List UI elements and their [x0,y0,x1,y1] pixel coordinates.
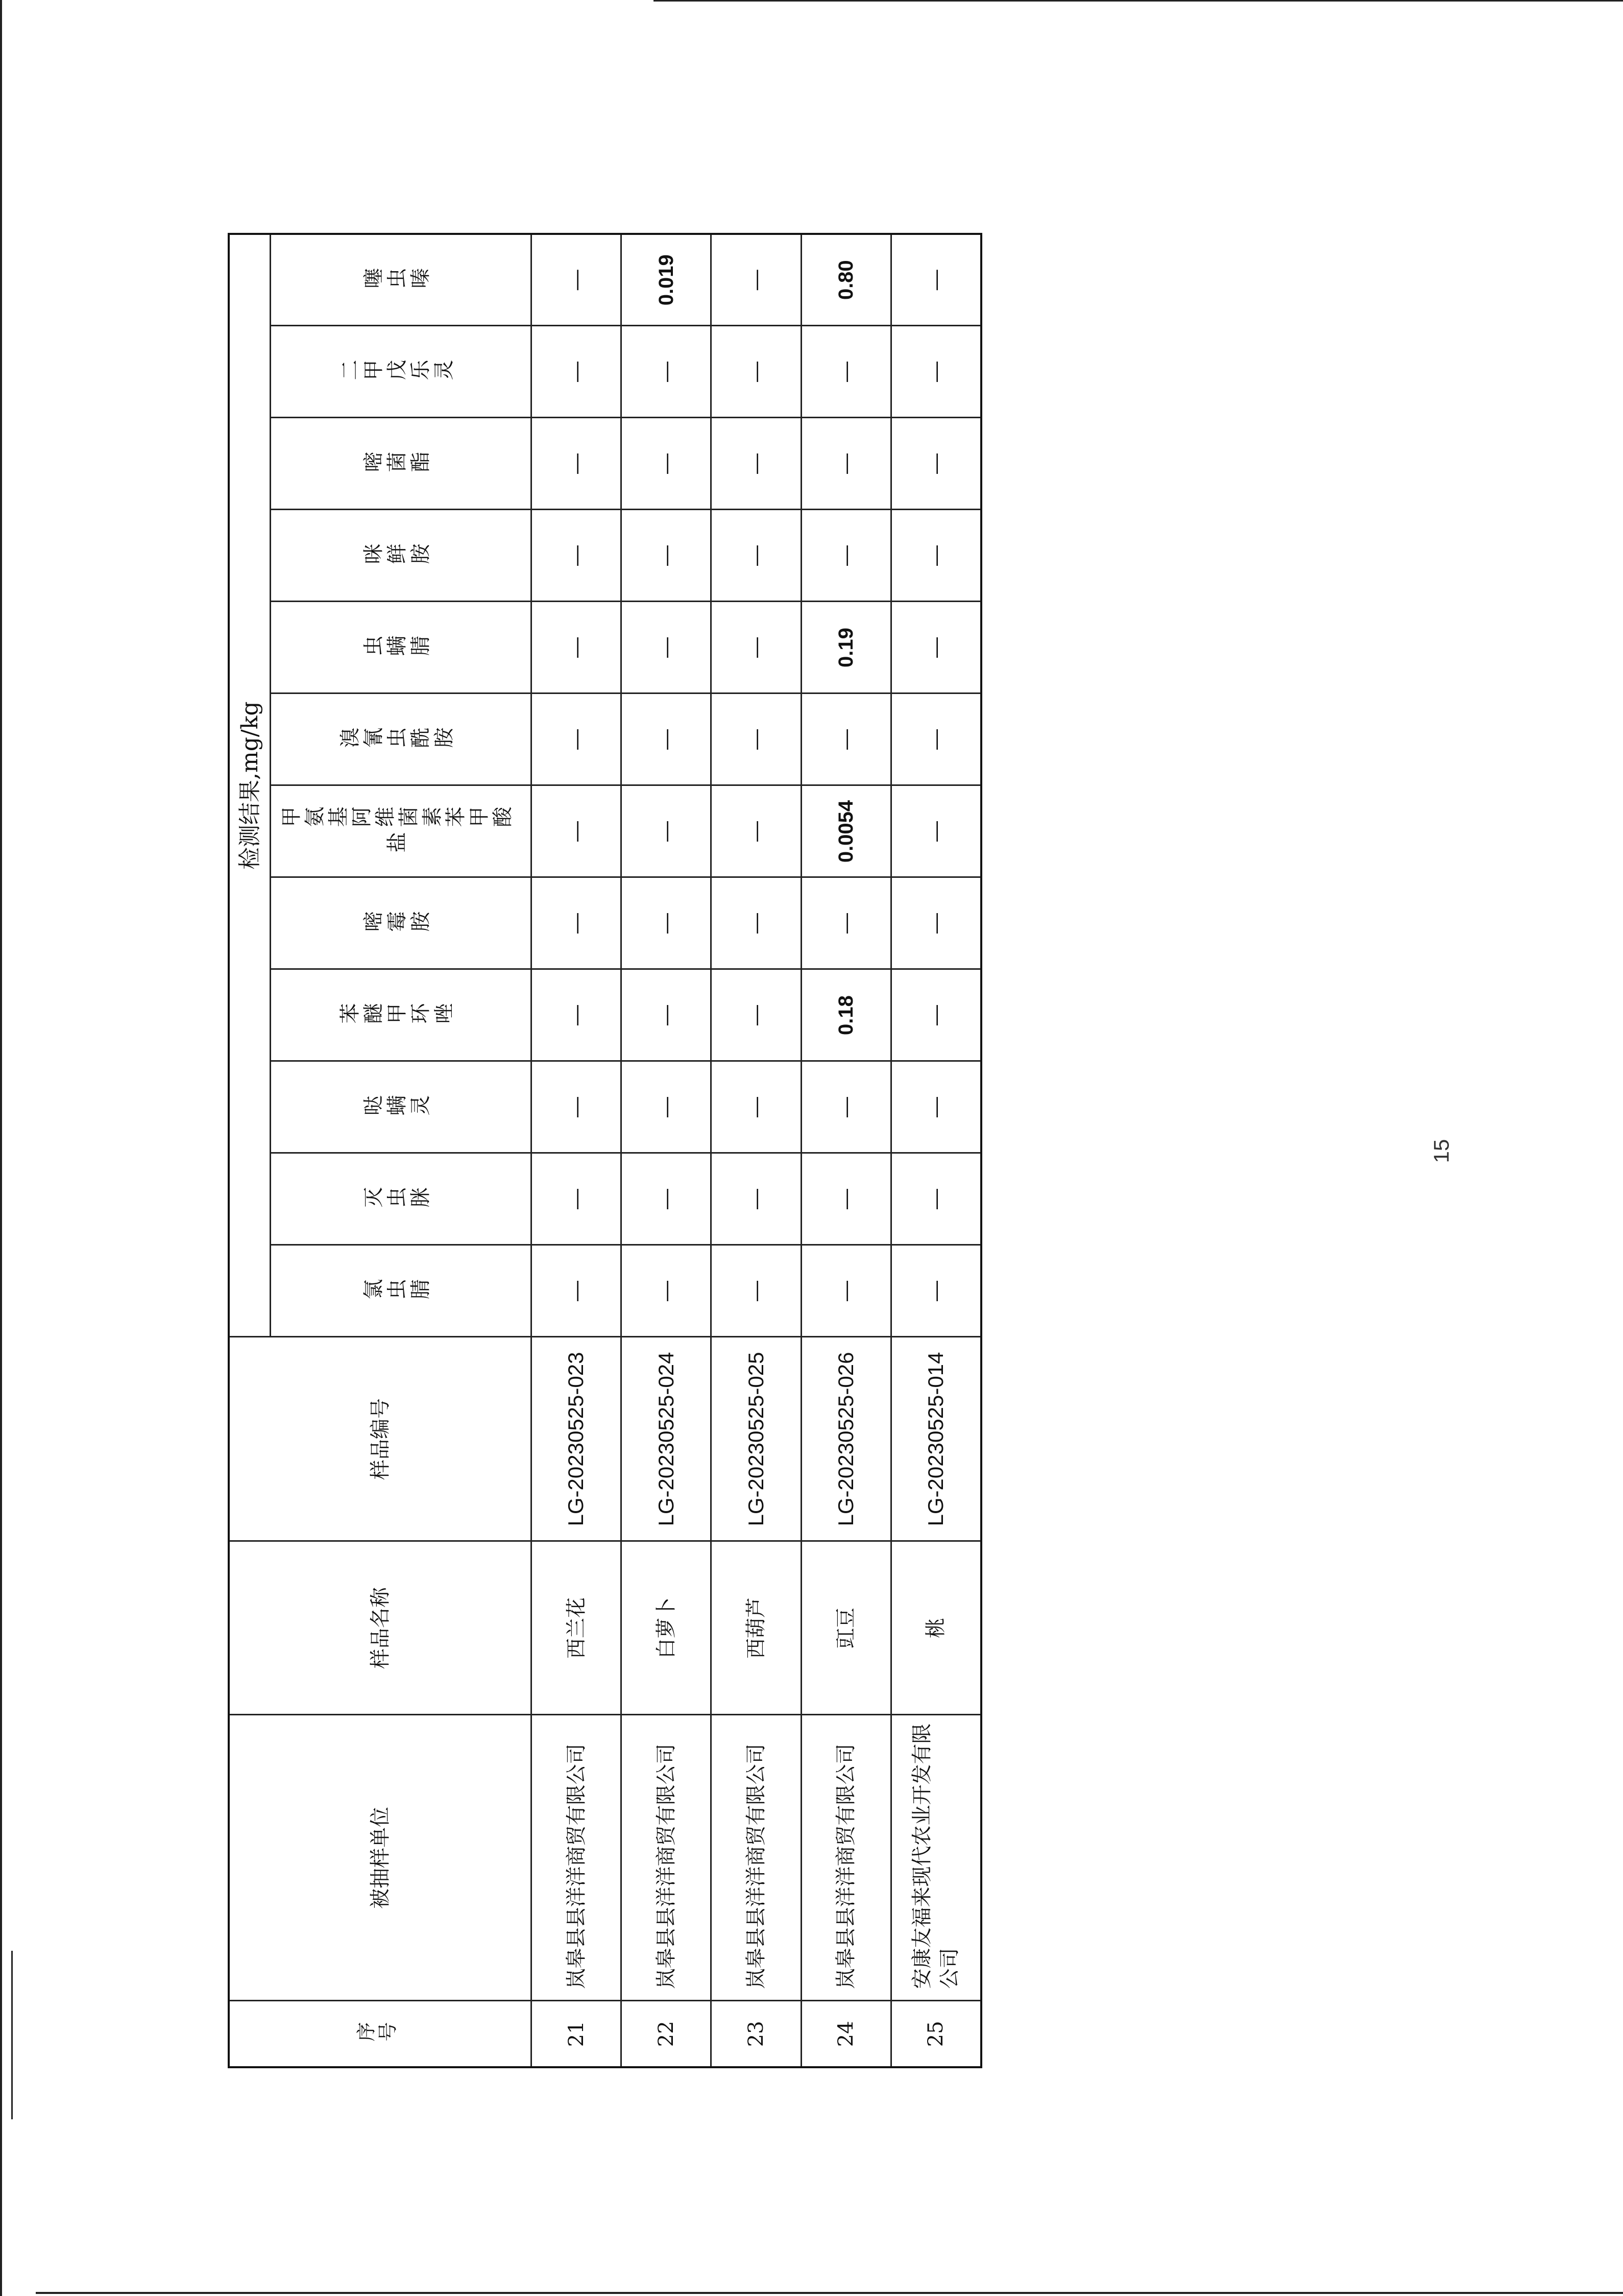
result-cell: — [801,1061,891,1153]
result-cell: 0.80 [801,234,891,326]
result-cell: — [801,877,891,969]
unit-cell: 岚皋县县洋洋商贸有限公司 [531,1715,621,2001]
result-cell: — [891,1245,981,1337]
page-number: 15 [1429,1139,1454,1163]
result-cell: — [621,510,711,602]
result-cell: — [621,602,711,693]
header-analyte [271,510,531,602]
result-cell: — [711,969,801,1061]
sample-name-cell: 豇豆 [801,1541,891,1715]
seq-cell: 23 [711,2001,801,2067]
header-analyte [271,418,531,510]
analyte-label: 虫螨腈 [362,636,433,659]
header-analyte [271,1061,531,1153]
seq-cell: 22 [621,2001,711,2067]
sample-name-cell: 白萝卜 [621,1541,711,1715]
analyte-label: 苯醚甲环唑 [339,1003,456,1027]
result-cell: — [621,877,711,969]
rotated-table-container [228,235,982,2068]
result-cell: — [891,1061,981,1153]
result-cell: — [621,693,711,785]
header-sample-name: 样品名称 [229,1541,531,1715]
result-cell: — [711,1061,801,1153]
table-row [891,234,981,2067]
sample-code-cell: LG-20230525-023 [531,1337,621,1541]
table-row [801,234,891,2067]
seq-cell: 25 [891,2001,981,2067]
result-cell: — [711,418,801,510]
header-results-group: 检测结果,mg/kg [229,234,271,1337]
result-cell: — [711,1153,801,1245]
result-cell: — [621,418,711,510]
result-cell: — [531,510,621,602]
unit-cell: 岚皋县县洋洋商贸有限公司 [801,1715,891,2001]
seq-cell: 24 [801,2001,891,2067]
analyte-label: 嘧菌酯 [362,452,433,475]
result-cell: — [531,1245,621,1337]
result-cell: — [711,877,801,969]
result-cell: — [711,1245,801,1337]
header-analyte [271,234,531,326]
result-cell: — [621,1153,711,1245]
sample-name-cell: 西兰花 [531,1541,621,1715]
result-cell: — [801,693,891,785]
result-cell: — [891,326,981,418]
result-cell: — [531,1153,621,1245]
result-cell: — [531,969,621,1061]
table-row [531,234,621,2067]
analyte-label: 噻虫嗪 [362,268,433,292]
result-cell: — [891,602,981,693]
header-analyte [271,1153,531,1245]
scan-mark-left [11,1951,13,2119]
analyte-label: 溴氰虫酰胺 [339,728,456,751]
result-cell: — [621,969,711,1061]
analyte-label: 哒螨灵 [362,1095,433,1119]
result-cell: — [531,418,621,510]
result-cell: — [801,326,891,418]
header-analyte [271,326,531,418]
result-cell: — [531,785,621,877]
sample-code-cell: LG-20230525-014 [891,1337,981,1541]
result-cell: — [621,326,711,418]
analyte-label: 咪鲜胺 [362,544,433,567]
result-cell: — [891,693,981,785]
header-analyte [271,1245,531,1337]
result-cell: — [801,1245,891,1337]
result-cell: — [531,1061,621,1153]
result-cell: — [621,785,711,877]
result-cell: — [531,234,621,326]
sample-name-cell: 桃 [891,1541,981,1715]
header-seq: 序号 [229,2001,531,2067]
analyte-label: 甲氨基阿维菌素苯甲酸盐 [280,807,515,856]
result-cell: — [711,510,801,602]
header-analyte [271,785,531,877]
result-cell: — [711,602,801,693]
result-cell: — [531,877,621,969]
result-cell: — [531,602,621,693]
result-cell: — [801,510,891,602]
unit-cell: 岚皋县县洋洋商贸有限公司 [711,1715,801,2001]
scan-edge-bottom [36,2292,1623,2294]
result-cell: — [891,510,981,602]
result-cell: — [891,969,981,1061]
analyte-label: 二甲戊乐灵 [339,360,456,384]
result-cell: — [621,1245,711,1337]
scan-edge-left [0,0,2,2296]
result-cell: 0.0054 [801,785,891,877]
header-unit: 被抽样单位 [229,1715,531,2001]
table-row [621,234,711,2067]
result-cell: — [801,1153,891,1245]
sample-code-cell: LG-20230525-025 [711,1337,801,1541]
result-cell: — [711,693,801,785]
pesticide-results-table [228,233,982,2068]
result-cell: — [531,326,621,418]
sample-code-cell: LG-20230525-026 [801,1337,891,1541]
result-cell: — [891,785,981,877]
result-cell: — [711,326,801,418]
header-analyte [271,602,531,693]
header-analyte [271,969,531,1061]
analyte-label: 嘧霉胺 [362,912,433,935]
header-analyte [271,877,531,969]
analyte-label: 灭虫脒 [362,1187,433,1211]
sample-name-cell: 西葫芦 [711,1541,801,1715]
result-cell: — [891,877,981,969]
sample-code-cell: LG-20230525-024 [621,1337,711,1541]
header-sample-code: 样品编号 [229,1337,531,1541]
analyte-label: 氯虫腈 [362,1279,433,1303]
result-cell: — [891,1153,981,1245]
result-cell: — [531,693,621,785]
result-cell: — [711,234,801,326]
result-cell: 0.019 [621,234,711,326]
result-cell: — [891,418,981,510]
result-cell: 0.18 [801,969,891,1061]
unit-cell: 岚皋县县洋洋商贸有限公司 [621,1715,711,2001]
header-analyte [271,693,531,785]
table-row [711,234,801,2067]
result-cell: — [711,785,801,877]
result-cell: — [621,1061,711,1153]
result-cell: 0.19 [801,602,891,693]
seq-cell: 21 [531,2001,621,2067]
unit-cell: 安康友福来现代农业开发有限公司 [891,1715,981,2001]
scan-edge-top [653,0,1623,2]
result-cell: — [801,418,891,510]
result-cell: — [891,234,981,326]
